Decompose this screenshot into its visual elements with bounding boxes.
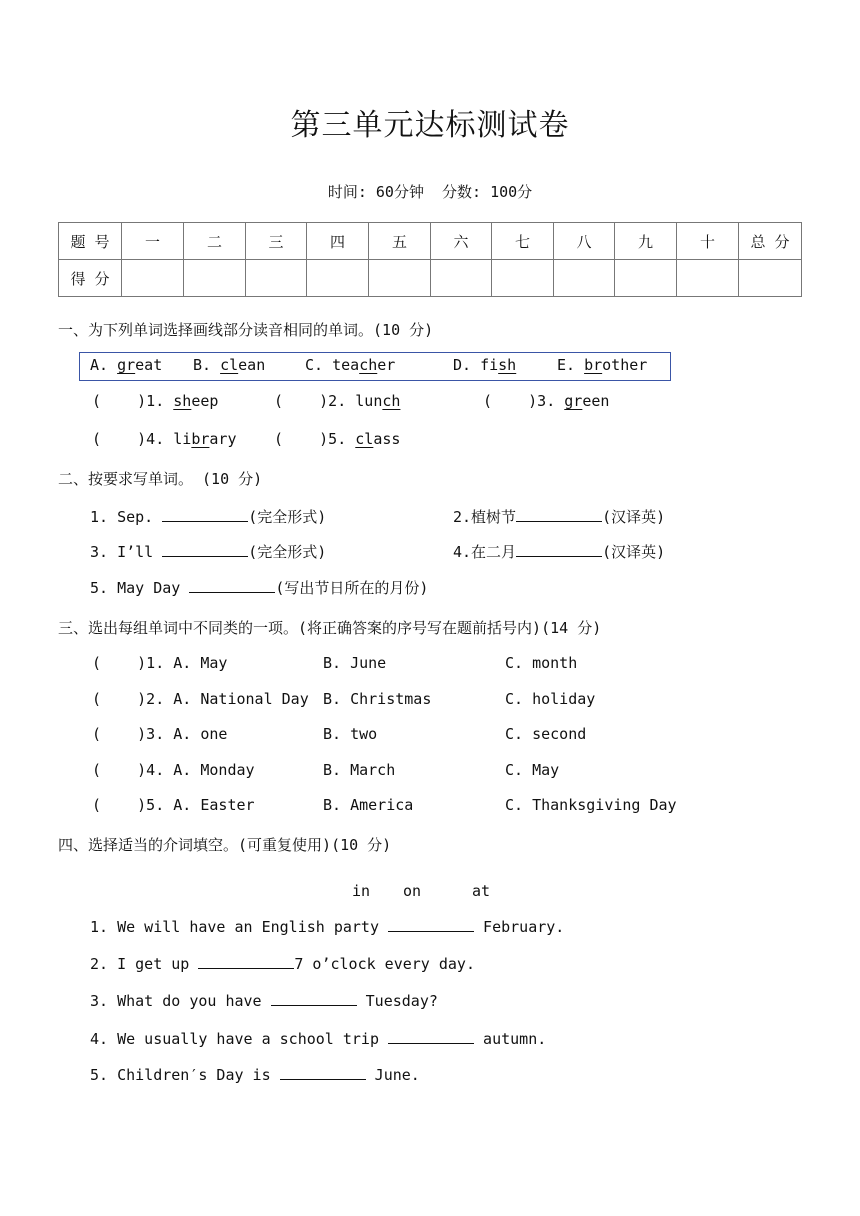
answer-blank[interactable]	[388, 1031, 474, 1044]
s1-item-4[interactable]: ( )4. library	[92, 430, 237, 448]
s2-item-1: 1. Sep. (完全形式)	[90, 508, 327, 526]
answer-blank[interactable]	[388, 919, 474, 932]
exam-meta: 时间: 60分钟 分数: 100分	[327, 183, 533, 201]
s3-row-3-b: B. two	[323, 725, 378, 743]
score-cell: 七	[492, 223, 554, 260]
s3-row-5-c: C. Thanksgiving Day	[505, 796, 677, 814]
s3-row-1-c: C. month	[505, 654, 578, 672]
s4-item-2: 2. I get up 7 o’clock every day.	[90, 955, 475, 973]
s2-item-3: 3. I’ll (完全形式)	[90, 543, 327, 561]
score-input-cell[interactable]	[246, 260, 307, 297]
score-cell: 总 分	[739, 223, 802, 260]
option-a: A. great	[90, 356, 163, 374]
answer-blank[interactable]	[198, 956, 294, 969]
s4-item-4: 4. We usually have a school trip autumn.	[90, 1030, 547, 1048]
option-e: E. brother	[557, 356, 648, 374]
answer-blank[interactable]	[516, 544, 602, 557]
answer-blank[interactable]	[280, 1067, 366, 1080]
s3-row-5-b: B. America	[323, 796, 414, 814]
score-cell: 九	[615, 223, 677, 260]
s1-item-3[interactable]: ( )3. green	[483, 392, 610, 410]
s4-item-5: 5. Children′s Day is June.	[90, 1066, 420, 1084]
score-table-header-row	[59, 223, 802, 260]
s2-item-5: 5. May Day (写出节日所在的月份)	[90, 579, 429, 597]
s3-row-4-a[interactable]: ( )4. A. Monday	[92, 761, 255, 779]
s3-row-2-a[interactable]: ( )2. A. National Day	[92, 690, 309, 708]
score-cell: 题 号	[59, 223, 122, 260]
option-d: D. fish	[453, 356, 517, 374]
s2-item-2: 2.植树节 (汉译英)	[453, 508, 666, 526]
s3-row-2-c: C. holiday	[505, 690, 596, 708]
s2-item-4: 4.在二月 (汉译英)	[453, 543, 666, 561]
answer-blank[interactable]	[189, 580, 275, 593]
score-cell: 一	[122, 223, 184, 260]
score-cell: 四	[307, 223, 369, 260]
s3-row-2-b: B. Christmas	[323, 690, 432, 708]
word-bank-in: in	[352, 882, 371, 900]
s3-row-3-c: C. second	[505, 725, 587, 743]
answer-blank[interactable]	[162, 509, 248, 522]
word-bank-on: on	[403, 882, 422, 900]
option-c: C. teacher	[305, 356, 396, 374]
section-4-heading: 四、选择适当的介词填空。(可重复使用)(10 分)	[58, 836, 392, 854]
s3-row-4-b: B. March	[323, 761, 396, 779]
s3-row-1-b: B. June	[323, 654, 387, 672]
page-title: 第三单元达标测试卷	[290, 108, 570, 143]
score-table-score-row	[59, 260, 802, 297]
score-input-cell[interactable]	[554, 260, 615, 297]
score-input-cell[interactable]	[431, 260, 492, 297]
s1-item-2[interactable]: ( )2. lunch	[274, 392, 401, 410]
s4-item-1: 1. We will have an English party February.	[90, 918, 565, 936]
score-input-cell[interactable]	[492, 260, 554, 297]
score-cell: 六	[431, 223, 492, 260]
score-cell: 五	[369, 223, 431, 260]
word-bank-at: at	[472, 882, 491, 900]
score-cell: 二	[184, 223, 246, 260]
section-2-heading: 二、按要求写单词。 (10 分)	[58, 470, 263, 488]
score-row-label: 得 分	[59, 260, 122, 297]
score-input-cell[interactable]	[615, 260, 677, 297]
s1-item-1[interactable]: ( )1. sheep	[92, 392, 219, 410]
s3-row-5-a[interactable]: ( )5. A. Easter	[92, 796, 255, 814]
score-input-cell[interactable]	[369, 260, 431, 297]
score-cell: 八	[554, 223, 615, 260]
score-cell: 十	[677, 223, 739, 260]
s3-row-4-c: C. May	[505, 761, 560, 779]
score-table	[58, 222, 802, 297]
s1-item-5[interactable]: ( )5. class	[274, 430, 401, 448]
score-input-cell[interactable]	[122, 260, 184, 297]
section-1-heading: 一、为下列单词选择画线部分读音相同的单词。(10 分)	[58, 321, 434, 339]
s3-row-1-a[interactable]: ( )1. A. May	[92, 654, 228, 672]
score-input-cell[interactable]	[307, 260, 369, 297]
score-input-cell[interactable]	[184, 260, 246, 297]
score-input-cell[interactable]	[739, 260, 802, 297]
s3-row-3-a[interactable]: ( )3. A. one	[92, 725, 228, 743]
score-input-cell[interactable]	[677, 260, 739, 297]
answer-blank[interactable]	[162, 544, 248, 557]
s4-item-3: 3. What do you have Tuesday?	[90, 992, 438, 1010]
answer-blank[interactable]	[516, 509, 602, 522]
section-3-heading: 三、选出每组单词中不同类的一项。(将正确答案的序号写在题前括号内)(14 分)	[58, 619, 602, 637]
option-b: B. clean	[193, 356, 266, 374]
score-cell: 三	[246, 223, 307, 260]
answer-blank[interactable]	[271, 993, 357, 1006]
